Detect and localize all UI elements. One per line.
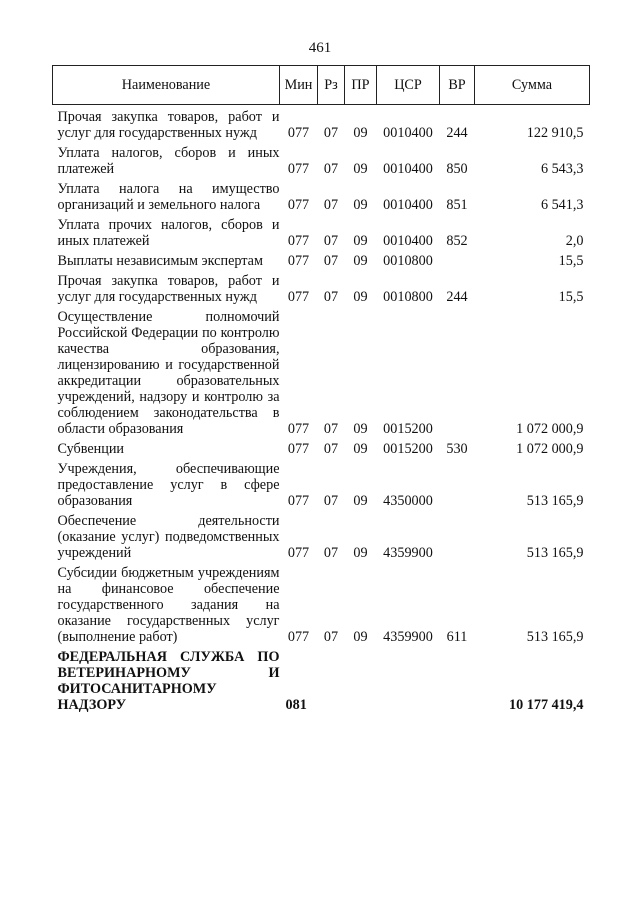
row-min: 077 xyxy=(287,421,310,437)
row-csr: 4359900 xyxy=(383,629,433,645)
row-vr: 244 xyxy=(446,289,468,305)
header-min: Мин xyxy=(280,66,318,105)
row-csr: 0010400 xyxy=(383,233,433,249)
table-row xyxy=(53,269,590,305)
row-csr: 0010400 xyxy=(383,197,433,213)
table-row xyxy=(53,437,590,457)
row-vr: 244 xyxy=(446,125,468,141)
agency-min: 081 xyxy=(285,697,307,713)
row-rz: 07 xyxy=(323,125,339,141)
row-csr: 0015200 xyxy=(383,441,433,457)
row-sum: 513 165,9 xyxy=(526,629,584,645)
header-pr: ПР xyxy=(345,66,377,105)
row-rz: 07 xyxy=(323,253,339,269)
row-csr: 0010400 xyxy=(383,125,433,141)
row-vr: 530 xyxy=(446,441,468,457)
row-sum: 2,0 xyxy=(565,233,584,249)
row-vr xyxy=(440,457,475,509)
row-rz: 07 xyxy=(323,629,339,645)
row-min: 077 xyxy=(287,253,310,269)
page-number: 461 xyxy=(308,40,332,56)
row-pr: 09 xyxy=(353,545,368,561)
row-rz: 07 xyxy=(323,421,339,437)
row-pr: 09 xyxy=(353,493,368,509)
header-name: Наименование xyxy=(53,66,280,105)
row-vr: 851 xyxy=(446,197,468,213)
row-csr: 0010800 xyxy=(383,253,433,269)
row-pr: 09 xyxy=(353,161,368,177)
row-sum: 1 072 000,9 xyxy=(516,441,584,457)
row-sum: 15,5 xyxy=(558,253,584,269)
table-header xyxy=(53,66,590,105)
row-min: 077 xyxy=(287,125,310,141)
row-vr: 852 xyxy=(446,233,468,249)
row-rz: 07 xyxy=(323,545,339,561)
row-name: Субвенции xyxy=(57,441,125,457)
row-sum: 513 165,9 xyxy=(526,493,584,509)
row-sum: 122 910,5 xyxy=(526,125,584,141)
row-csr: 0015200 xyxy=(383,421,433,437)
row-pr: 09 xyxy=(353,197,368,213)
row-min: 077 xyxy=(287,493,310,509)
row-vr: 611 xyxy=(446,629,468,645)
row-vr xyxy=(440,509,475,561)
row-name: Субсидии бюджетным учреждениям на финансовое обеспечение государственного задания на оказание государственных услуг (выполнение работ) xyxy=(57,565,280,645)
row-min: 077 xyxy=(287,197,310,213)
header-sum: Сумма xyxy=(475,66,590,105)
table-row xyxy=(53,249,590,269)
row-sum: 6 541,3 xyxy=(540,197,584,213)
row-min: 077 xyxy=(287,629,310,645)
row-name: Обеспечение деятельности (оказание услуг) подведомственных учреждений xyxy=(57,513,280,561)
row-rz: 07 xyxy=(323,289,339,305)
table-row xyxy=(53,305,590,437)
row-sum: 1 072 000,9 xyxy=(516,421,584,437)
row-vr: 850 xyxy=(446,161,468,177)
row-name: Прочая закупка товаров, работ и услуг для государственных нужд xyxy=(57,109,280,141)
row-min: 077 xyxy=(287,233,310,249)
row-sum: 15,5 xyxy=(558,289,584,305)
row-rz: 07 xyxy=(323,233,339,249)
row-rz: 07 xyxy=(323,441,339,457)
row-rz: 07 xyxy=(323,197,339,213)
row-vr xyxy=(440,305,475,437)
table-row xyxy=(53,561,590,645)
row-vr xyxy=(440,249,475,269)
header-vr: ВР xyxy=(440,66,475,105)
row-pr: 09 xyxy=(353,441,368,457)
row-pr: 09 xyxy=(353,629,368,645)
row-csr: 4350000 xyxy=(383,493,433,509)
total-row xyxy=(53,645,590,713)
row-name: Уплата налога на имущество организаций и земельного налога xyxy=(57,181,280,213)
row-pr: 09 xyxy=(353,253,368,269)
row-rz: 07 xyxy=(323,493,339,509)
row-csr: 0010400 xyxy=(383,161,433,177)
row-name: Прочая закупка товаров, работ и услуг для государственных нужд xyxy=(57,273,280,305)
header-rz: Рз xyxy=(318,66,345,105)
table-row xyxy=(53,105,590,142)
row-sum: 6 543,3 xyxy=(540,161,584,177)
row-csr: 4359900 xyxy=(383,545,433,561)
row-name: Выплаты независимым экспертам xyxy=(57,253,263,269)
table-row xyxy=(53,213,590,249)
row-name: Осуществление полномочий Российской Федерации по контролю качества образования, лицензированию и государственной аккредитации образовательных учреждений, надзору и контролю за соблюдением законодательства в области образования xyxy=(57,309,280,437)
row-min: 077 xyxy=(287,289,310,305)
row-pr: 09 xyxy=(353,125,368,141)
table-row xyxy=(53,457,590,509)
row-name: Уплата налогов, сборов и иных платежей xyxy=(57,145,280,177)
table-row xyxy=(53,177,590,213)
row-min: 077 xyxy=(287,545,310,561)
table-row xyxy=(53,141,590,177)
row-min: 077 xyxy=(287,441,310,457)
row-name: Уплата прочих налогов, сборов и иных платежей xyxy=(57,217,280,249)
row-pr: 09 xyxy=(353,289,368,305)
agency-title: ФЕДЕРАЛЬНАЯ СЛУЖБА ПО ВЕТЕРИНАРНОМУ И ФИТОСАНИТАРНОМУ НАДЗОРУ xyxy=(57,649,280,713)
row-pr: 09 xyxy=(353,233,368,249)
budget-table xyxy=(52,65,590,713)
row-rz: 07 xyxy=(323,161,339,177)
row-name: Учреждения, обеспечивающие предоставление услуг в сфере образования xyxy=(57,461,280,509)
row-csr: 0010800 xyxy=(383,289,433,305)
table-row xyxy=(53,509,590,561)
header-csr: ЦСР xyxy=(377,66,440,105)
row-min: 077 xyxy=(287,161,310,177)
row-pr: 09 xyxy=(353,421,368,437)
row-sum: 513 165,9 xyxy=(526,545,584,561)
agency-sum: 10 177 419,4 xyxy=(509,697,584,713)
